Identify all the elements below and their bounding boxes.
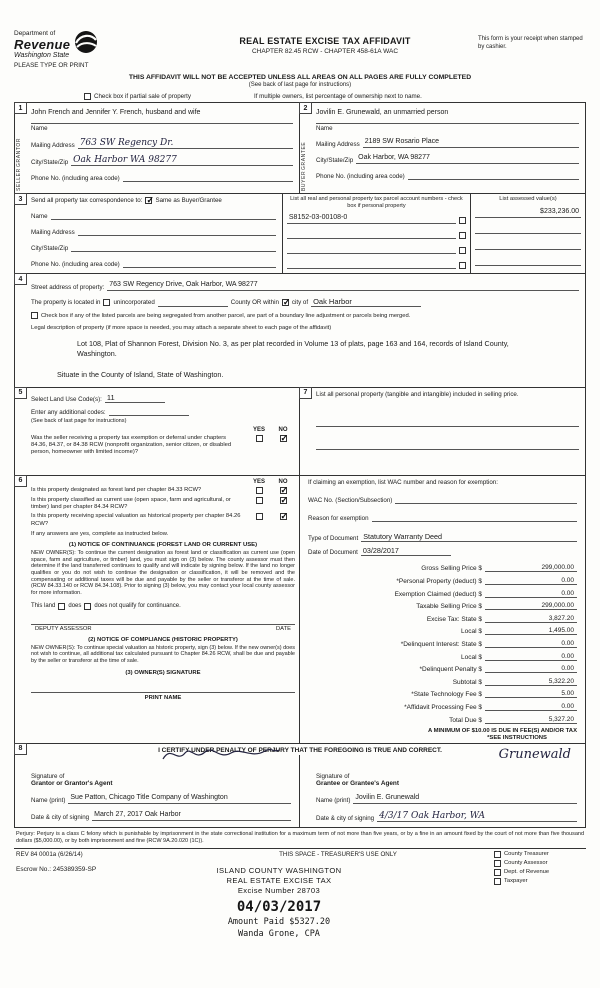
land-does-checkbox[interactable] xyxy=(58,603,65,610)
parcel-personal-checkbox[interactable] xyxy=(459,247,466,254)
yes-header: YES xyxy=(252,426,265,433)
segregated-checkbox[interactable] xyxy=(31,312,38,319)
grantee-signature-label xyxy=(316,773,577,787)
fee-label: Local $ xyxy=(461,628,482,636)
buyer-phone-label: Phone No. (including area code) xyxy=(316,173,405,180)
assessed-header: List assessed value(s) xyxy=(499,196,557,202)
owner-signature-line[interactable] xyxy=(31,692,295,693)
section-7-number: 7 xyxy=(299,387,312,399)
personal-property-line[interactable] xyxy=(316,441,579,450)
buyer-side-word: BUYER xyxy=(301,170,307,191)
if-yes-note: If any answers are yes, complete as instructed below. xyxy=(31,530,169,537)
section-1-number: 1 xyxy=(14,102,27,114)
agency-block xyxy=(14,30,172,69)
same-as-buyer-label: Same as Buyer/Grantee xyxy=(155,197,222,204)
dept-of-revenue-checkbox[interactable] xyxy=(494,869,501,876)
send-correspondence-label: Send all property tax correspondence to: xyxy=(31,197,143,204)
parcel-personal-checkbox[interactable] xyxy=(459,262,466,269)
land-use-code-label: Select Land Use Code(s): xyxy=(31,395,102,403)
certification-section xyxy=(15,744,585,827)
parcel-number-input[interactable]: S8152-03-00108-0 xyxy=(287,214,456,224)
forest-yes-checkbox[interactable] xyxy=(256,487,263,494)
buyer-mailing-input[interactable]: 2189 SW Rosario Place xyxy=(363,138,579,148)
fee-label: Excise Tax: State $ xyxy=(426,615,482,623)
located-in-label: The property is located in xyxy=(31,298,101,306)
fee-label: Local $ xyxy=(461,653,482,661)
notice1-text: NEW OWNER(S): To continue the current designation as forest land or classification as current use (open space, farm and agriculture, or timber) land, you must sign on (3) below. The county assessor must then determine if the land transferred continues to qualify and will indicate by signing below. If the land no longer qualifies or you do not wish to continue the designation or classification, it will be removed and the compensating or additional taxes will be due and payable by the seller or transferor at the time of sale. (RCW 84.33.140 or RCW 84.34.108). Prior to signing (3) below, you may contact your local county assessor for more information. xyxy=(31,549,295,597)
reason-exemption-label: Reason for exemption xyxy=(308,514,369,522)
seller-phone-label: Phone No. (including area code) xyxy=(31,175,120,182)
fee-label: Total Due $ xyxy=(449,716,482,724)
revenue-wordmark: Revenue xyxy=(14,37,71,52)
certify-statement: I CERTIFY UNDER PENALTY OF PERJURY THAT THE FOREGOING IS TRUE AND CORRECT. xyxy=(158,746,442,754)
seller-name-label: Name xyxy=(31,125,48,132)
seller-name-value[interactable]: John French and Jennifer Y. French, husband and wife xyxy=(31,107,293,124)
treasurer-use-only-label: THIS SPACE - TREASURER'S USE ONLY xyxy=(279,850,397,858)
section-3-number: 3 xyxy=(14,193,27,205)
deputy-assessor-label: DEPUTY ASSESSOR xyxy=(35,625,92,632)
owners-signature-title: (3) OWNER(S) SIGNATURE xyxy=(125,669,201,676)
fee-label: Exemption Claimed (deduct) $ xyxy=(394,590,482,598)
taxable-selling-price-value[interactable]: 299,000.00 xyxy=(485,602,577,610)
taxpayer-checkbox[interactable] xyxy=(494,878,501,885)
excise-tax-stamp xyxy=(164,866,394,939)
use-and-tax-block xyxy=(15,388,585,744)
date-label: DATE xyxy=(275,625,291,632)
forest-land-question: Is this property designated as forest land per chapter 84.33 RCW? xyxy=(31,486,202,493)
type-of-document-input[interactable]: Statutory Warranty Deed xyxy=(361,532,577,542)
name-print-label: Name (print) xyxy=(316,796,351,804)
this-land-label: This land xyxy=(31,603,56,610)
partial-sale-row xyxy=(84,93,586,100)
personal-property-line[interactable] xyxy=(316,418,579,427)
historic-question: Is this property receiving special valuation as historical property per chapter 84.26 RCW? xyxy=(31,513,241,527)
assessed-value-input[interactable] xyxy=(475,222,581,234)
current-use-no-checkbox[interactable] xyxy=(280,497,287,504)
situate-text[interactable]: Situate in the County of Island, State of Washington. xyxy=(57,369,224,379)
rev-form-number: REV 84 0001a (6/26/14) xyxy=(16,850,83,858)
deputy-assessor-signature-line[interactable] xyxy=(31,624,295,625)
right-column xyxy=(300,388,585,743)
buyer-citystatezip-input[interactable]: Oak Harbor, WA 98277 xyxy=(356,154,579,164)
fee-label: *Affidavit Processing Fee $ xyxy=(404,704,482,711)
parcel-numbers-column xyxy=(283,194,471,273)
routing-checkboxes xyxy=(492,849,586,939)
buyer-name-label: Name xyxy=(316,125,333,132)
city-checkbox[interactable] xyxy=(282,299,289,306)
corr-citystatezip-label: City/State/Zip xyxy=(31,245,69,252)
corr-name-label: Name xyxy=(31,213,48,220)
fee-label: *State Technology Fee $ xyxy=(411,691,482,699)
minimum-fee-note: A MINIMUM OF $10.00 IS DUE IN FEE(S) AND/OR TAX xyxy=(427,727,577,734)
stamp-cashier-name: Wanda Grone, CPA xyxy=(238,928,320,939)
grantee-agent-label: Grantee or Grantee's Agent xyxy=(316,779,399,787)
section-8-number: 8 xyxy=(14,743,27,755)
delinquent-interest-state-value[interactable]: 0.00 xyxy=(485,640,577,648)
historic-no-checkbox[interactable] xyxy=(280,513,287,520)
fee-label: *Delinquent Penalty $ xyxy=(419,666,482,674)
seller-mailing-label: Mailing Address xyxy=(31,142,75,149)
escrow-no-label: Escrow No.: xyxy=(16,865,52,873)
tax-correspondence-section xyxy=(15,194,585,274)
land-use-section xyxy=(15,388,299,476)
assessed-value-input[interactable]: $233,236.00 xyxy=(475,206,581,218)
parcel-personal-checkbox[interactable] xyxy=(459,232,466,239)
date-of-document-input[interactable]: 03/28/2017 xyxy=(361,546,451,556)
signature-of-label: Signature of xyxy=(316,772,350,780)
section-6-number: 6 xyxy=(14,475,27,487)
form-title: REAL ESTATE EXCISE TAX AFFIDAVIT xyxy=(239,36,411,46)
seller-phone-input[interactable] xyxy=(123,172,293,182)
property-location-section xyxy=(15,274,585,388)
fee-label: Gross Selling Price $ xyxy=(421,565,482,573)
grantor-name-input[interactable]: Sue Patton, Chicago Title Company of Washington xyxy=(68,794,291,804)
parcel-number-input[interactable] xyxy=(287,259,456,269)
historic-yes-checkbox[interactable] xyxy=(256,513,263,520)
city-name-input[interactable]: Oak Harbor xyxy=(311,297,421,307)
buyer-phone-input[interactable] xyxy=(408,170,579,180)
fee-label: Taxable Selling Price $ xyxy=(416,603,482,611)
date-city-label: Date & city of signing xyxy=(316,814,375,822)
corr-mailing-label: Mailing Address xyxy=(31,229,75,236)
s5-no-checkbox[interactable] xyxy=(280,435,287,442)
same-as-buyer-checkbox[interactable] xyxy=(145,197,152,204)
seller-section xyxy=(15,103,300,193)
parcel-personal-checkbox[interactable] xyxy=(459,217,466,224)
revenue-logo-icon xyxy=(74,30,98,54)
exemption-claim-label: If claiming an exemption, list WAC number and reason for exemption: xyxy=(308,478,498,486)
yes-header: YES xyxy=(252,478,265,485)
stamp-title-line: REAL ESTATE EXCISE TAX xyxy=(226,876,332,886)
receipt-note: This form is your receipt when stamped by cashier. xyxy=(478,36,583,50)
wac-no-input[interactable] xyxy=(395,494,577,504)
buyer-grantee-side-label xyxy=(301,116,307,191)
section-5-number: 5 xyxy=(14,387,27,399)
notice1-title: (1) NOTICE OF CONTINUANCE (FOREST LAND OR CURRENT USE) xyxy=(68,541,258,548)
state-technology-fee-value[interactable]: 5.00 xyxy=(485,690,577,698)
does-label: does xyxy=(68,603,82,610)
does-not-label: does not qualify for continuance. xyxy=(94,603,181,610)
stamp-excise-number: Excise Number 28703 xyxy=(237,886,321,896)
dept-of-revenue-label: Dept. of Revenue xyxy=(504,869,550,876)
signature-of-label: Signature of xyxy=(31,772,65,780)
city-of-label: city of xyxy=(291,298,309,306)
current-use-yes-checkbox[interactable] xyxy=(256,497,263,504)
subtotal-value[interactable]: 5,322.20 xyxy=(485,678,577,686)
date-city-label: Date & city of signing xyxy=(31,813,90,821)
unincorporated-checkbox[interactable] xyxy=(103,299,110,306)
corr-citystatezip-input[interactable] xyxy=(71,242,276,252)
dept-of-label: Department of xyxy=(14,30,56,37)
parcel-number-input[interactable] xyxy=(287,244,456,254)
form-chapter: CHAPTER 82.45 RCW - CHAPTER 458-61A WAC xyxy=(251,48,399,55)
fee-label: Subtotal $ xyxy=(452,678,482,686)
partial-sale-checkbox[interactable] xyxy=(84,93,91,100)
forest-no-checkbox[interactable] xyxy=(280,487,287,494)
assessed-values-column xyxy=(471,194,585,273)
no-header: NO xyxy=(278,426,288,433)
form-body xyxy=(14,102,586,828)
exemption-and-fees xyxy=(300,476,585,743)
grantee-name-input[interactable]: Jovilin E. Grunewald xyxy=(353,794,577,804)
seller-side-word: SELLER xyxy=(16,168,22,191)
county-assessor-label: County Assessor xyxy=(504,860,548,867)
street-address-input[interactable]: 763 SW Regency Drive, Oak Harbor, WA 98277 xyxy=(107,281,579,291)
county-or-within-label: County OR within xyxy=(230,298,279,306)
parties-row xyxy=(15,103,585,194)
treasurer-area xyxy=(14,848,586,939)
grantee-signature[interactable]: Grunewald xyxy=(498,746,571,762)
stamp-county-line: ISLAND COUNTY WASHINGTON xyxy=(216,865,342,875)
land-use-code-input[interactable]: 11 xyxy=(105,393,165,403)
corr-name-input[interactable] xyxy=(51,210,276,220)
segregated-label: Check box if any of the listed parcels are being segregated from another parcel, are part of a boundary line adjustment or parcels being merged. xyxy=(41,312,411,319)
land-does-not-checkbox[interactable] xyxy=(84,603,91,610)
section-2-number: 2 xyxy=(299,102,312,114)
unincorporated-label: unincorporated xyxy=(113,298,155,306)
total-due-value[interactable]: 5,327.20 xyxy=(485,716,577,724)
personal-property-section xyxy=(300,388,585,476)
notice2-title: (2) NOTICE OF COMPLIANCE (HISTORIC PROPERTY) xyxy=(88,636,238,643)
excise-tax-local-value[interactable]: 1,495.00 xyxy=(485,627,577,635)
no-header: NO xyxy=(278,478,288,485)
buyer-name-value[interactable]: Jovilin E. Grunewald, an unmarried person xyxy=(316,107,579,124)
parcel-number-input[interactable] xyxy=(287,229,456,239)
assessed-value-input[interactable] xyxy=(475,254,581,266)
washington-state-label: Washington State xyxy=(14,52,70,59)
personal-property-deduct-value[interactable]: 0.00 xyxy=(485,577,577,585)
name-print-label: Name (print) xyxy=(31,796,66,804)
see-instructions-note: *SEE INSTRUCTIONS xyxy=(487,734,547,741)
delinquent-interest-local-value[interactable]: 0.00 xyxy=(485,653,577,661)
exemption-claimed-value[interactable]: 0.00 xyxy=(485,590,577,598)
grantor-date-city-input[interactable]: March 27, 2017 Oak Harbor xyxy=(92,811,291,821)
grantee-side-word: GRANTEE xyxy=(301,141,307,170)
delinquent-penalty-value[interactable]: 0.00 xyxy=(485,665,577,673)
wac-no-label: WAC No. (Section/Subsection) xyxy=(308,496,393,504)
corr-phone-input[interactable] xyxy=(123,258,276,268)
multiple-owners-note: If multiple owners, list percentage of ownership next to name. xyxy=(254,93,422,100)
seller-citystatezip-label: City/State/Zip xyxy=(31,159,69,166)
legal-description-text[interactable]: Lot 108, Plat of Shannon Forest, Division No. 3, as per plat recorded in Volume 13 of plats, page 163 and 164, records of Island County, Washington. xyxy=(77,339,509,359)
buyer-citystatezip-label: City/State/Zip xyxy=(316,157,354,164)
stamp-date: 04/03/2017 xyxy=(236,898,322,915)
exemption-deferral-question: Was the seller receiving a property tax exemption or deferral under chapters 84.36, 84.37, or 84.38 RCW (nonprofit organization, senior citizen, or disabled person, homeowner with limited income)? xyxy=(31,434,232,456)
county-treasurer-label: County Treasurer xyxy=(504,851,549,858)
excise-tax-state-value[interactable]: 3,827.20 xyxy=(485,615,577,623)
seller-citystatezip-input[interactable]: Oak Harbor WA 98277 xyxy=(71,155,293,166)
grantor-signature-label xyxy=(31,773,291,787)
taxpayer-label: Taxpayer xyxy=(504,878,528,885)
county-input[interactable] xyxy=(158,298,228,307)
section-4-number: 4 xyxy=(14,273,27,285)
notice2-text: NEW OWNER(S): To continue special valuation as historic property, sign (3) below. If the new owner(s) does not wish to continue, all additional tax calculated pursuant to Chapter 84.26 RCW, shall be due and payable by the seller or transferor at the time of sale. xyxy=(31,644,295,665)
partial-sale-label: Check box if partial sale of property xyxy=(94,93,191,100)
street-address-label: Street address of property: xyxy=(31,284,105,291)
fee-table xyxy=(308,560,577,724)
print-name-label: PRINT NAME xyxy=(144,694,182,701)
personal-property-label: List all personal property (tangible and intangible) included in selling price. xyxy=(316,390,519,398)
date-of-document-label: Date of Document xyxy=(308,548,358,556)
grantor-agent-label: Grantor or Grantor's Agent xyxy=(31,779,113,787)
gross-selling-price-value[interactable]: 299,000.00 xyxy=(485,564,577,572)
buyer-section xyxy=(300,103,585,193)
corr-mailing-input[interactable] xyxy=(78,226,276,236)
assessed-value-input[interactable] xyxy=(475,238,581,250)
left-column xyxy=(15,388,300,743)
grantor-side-word: GRANTOR xyxy=(16,138,22,168)
correspondence-fields xyxy=(15,194,283,273)
escrow-no-value: 245389359-SP xyxy=(52,865,97,873)
grantor-signature-block xyxy=(15,755,300,827)
buyer-mailing-label: Mailing Address xyxy=(316,141,360,148)
warning-line: THIS AFFIDAVIT WILL NOT BE ACCEPTED UNLESS ALL AREAS ON ALL PAGES ARE FULLY COMPLETED xyxy=(128,74,472,81)
fee-label: *Delinquent Interest: State $ xyxy=(400,641,482,649)
designation-section xyxy=(15,476,299,743)
stamp-amount-paid: Amount Paid $5327.20 xyxy=(227,916,331,927)
header xyxy=(14,30,586,69)
see-back-note: (See back of last page for instructions) xyxy=(31,417,127,424)
warning-subline: (See back of last page for instructions) xyxy=(248,82,352,88)
current-use-question: Is this property classified as current use (open space, farm and agricultural, or timber) land per chapter 84.34 RCW? xyxy=(31,496,231,511)
type-of-document-label: Type of Document xyxy=(308,534,359,542)
grantor-signature[interactable] xyxy=(161,743,281,765)
perjury-statement: Perjury: Perjury is a class C felony which is punishable by imprisonment in the state correctional institution for a maximum term of not more than five years, or by a fine in an amount fixed by the court of not more than five thousand dollars ($5,000.00), or by both imprisonment and fine (RCW 9A.20.020 (1C)). xyxy=(16,830,584,844)
corr-phone-label: Phone No. (including area code) xyxy=(31,261,120,268)
additional-codes-input[interactable] xyxy=(109,407,189,416)
s5-yes-checkbox[interactable] xyxy=(256,435,263,442)
parcel-header: List all real and personal property tax parcel account numbers - check box if personal property xyxy=(290,196,463,209)
legal-description-label: Legal description of property (if more space is needed, you may attach a separate sheet to each page of the affidavit) xyxy=(31,325,332,331)
reason-exemption-input[interactable] xyxy=(372,512,577,522)
county-assessor-checkbox[interactable] xyxy=(494,860,501,867)
please-type-or-print-label: PLEASE TYPE OR PRINT xyxy=(14,62,89,69)
county-treasurer-checkbox[interactable] xyxy=(494,851,501,858)
grantee-date-city-input[interactable]: 4/3/17 Oak Harbor, WA xyxy=(377,811,577,822)
fee-label: *Personal Property (deduct) $ xyxy=(396,578,482,586)
affidavit-processing-fee-value[interactable]: 0.00 xyxy=(485,703,577,711)
seller-grantor-side-label xyxy=(16,116,22,191)
seller-mailing-input[interactable]: 763 SW Regency Dr. xyxy=(78,138,293,149)
additional-codes-label: Enter any additional codes: xyxy=(31,408,106,416)
